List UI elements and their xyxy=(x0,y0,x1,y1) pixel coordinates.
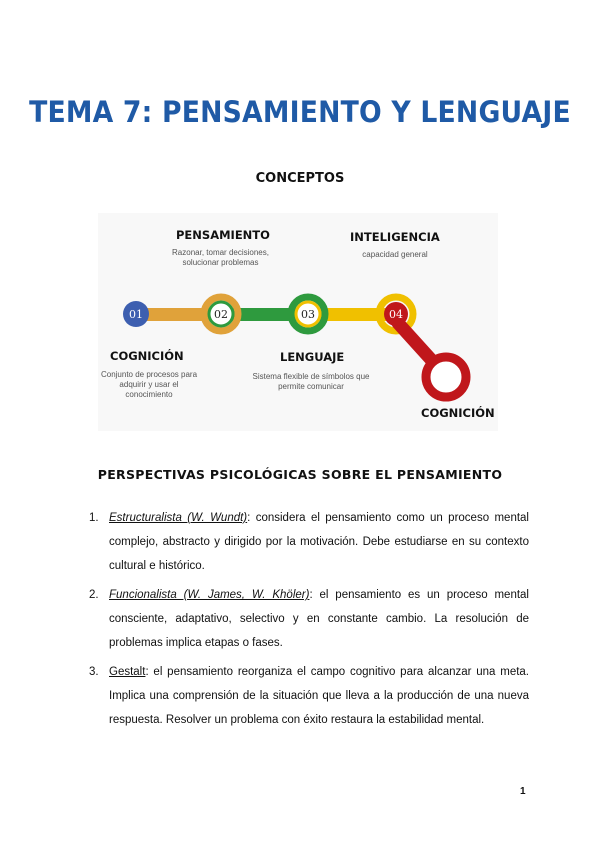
list-item xyxy=(89,660,529,732)
desc-lenguaje-1: Sistema flexible de símbolos que xyxy=(252,372,370,381)
node-02-number: 02 xyxy=(214,308,228,321)
item-number: 2. xyxy=(89,589,99,601)
item-term: Estructuralista (W. Wundt) xyxy=(109,512,248,524)
desc-inteligencia: capacidad general xyxy=(362,250,428,259)
item-body: : considera el pensamiento como un proceso mental complejo, abstracto y dirigido por la motivación. Debe estudiarse en su contexto cultural e histórico. xyxy=(109,512,529,572)
item-number: 1. xyxy=(89,512,99,524)
desc-pensamiento-1: Razonar, tomar decisiones, xyxy=(172,248,269,257)
label-pensamiento: PENSAMIENTO xyxy=(176,228,270,242)
desc-cognicion-3: conocimiento xyxy=(125,390,173,399)
item-number: 3. xyxy=(89,666,99,678)
node-04-number: 04 xyxy=(389,308,403,321)
tail-ring xyxy=(426,357,466,397)
label-lenguaje: LENGUAJE xyxy=(280,350,345,364)
node-03-number: 03 xyxy=(301,308,315,321)
node-01-number: 01 xyxy=(129,308,143,321)
item-body: : el pensamiento reorganiza el campo cognitivo para alcanzar una meta. Implica una comprensión de la situación que lleva a la producción de una nueva respuesta. Resolver un problema con éxito restaura la estabilidad mental. xyxy=(109,666,529,726)
item-text xyxy=(109,506,529,578)
concepts-diagram xyxy=(98,213,498,431)
label-cognicion-left: COGNICIÓN xyxy=(110,349,184,363)
list-item xyxy=(89,506,529,578)
item-term: Funcionalista (W. James, W. Khöler) xyxy=(109,589,310,601)
item-term: Gestalt xyxy=(109,666,146,678)
item-body: : el pensamiento es un proceso mental consciente, adaptativo, selectivo y en constante cambio. La resolución de problemas implica etapas o fases. xyxy=(109,589,529,649)
desc-cognicion-1: Conjunto de procesos para xyxy=(100,370,198,379)
item-text xyxy=(109,660,529,732)
concepts-heading: CONCEPTOS xyxy=(255,171,345,186)
perspectives-list xyxy=(89,506,529,737)
list-item xyxy=(89,583,529,655)
page-title: TEMA 7: PENSAMIENTO Y LENGUAJE xyxy=(29,95,571,129)
label-cognicion-right: COGNICIÓN xyxy=(421,406,495,420)
desc-cognicion-2: adquirir y usar el xyxy=(119,380,179,389)
label-inteligencia: INTELIGENCIA xyxy=(350,230,440,244)
desc-pensamiento-2: solucionar problemas xyxy=(182,258,259,267)
item-text xyxy=(109,583,529,655)
section-heading: PERSPECTIVAS PSICOLÓGICAS SOBRE EL PENSAMIENTO xyxy=(97,467,503,482)
page-number: 1 xyxy=(520,786,526,797)
desc-lenguaje-2: permite comunicar xyxy=(278,382,344,391)
